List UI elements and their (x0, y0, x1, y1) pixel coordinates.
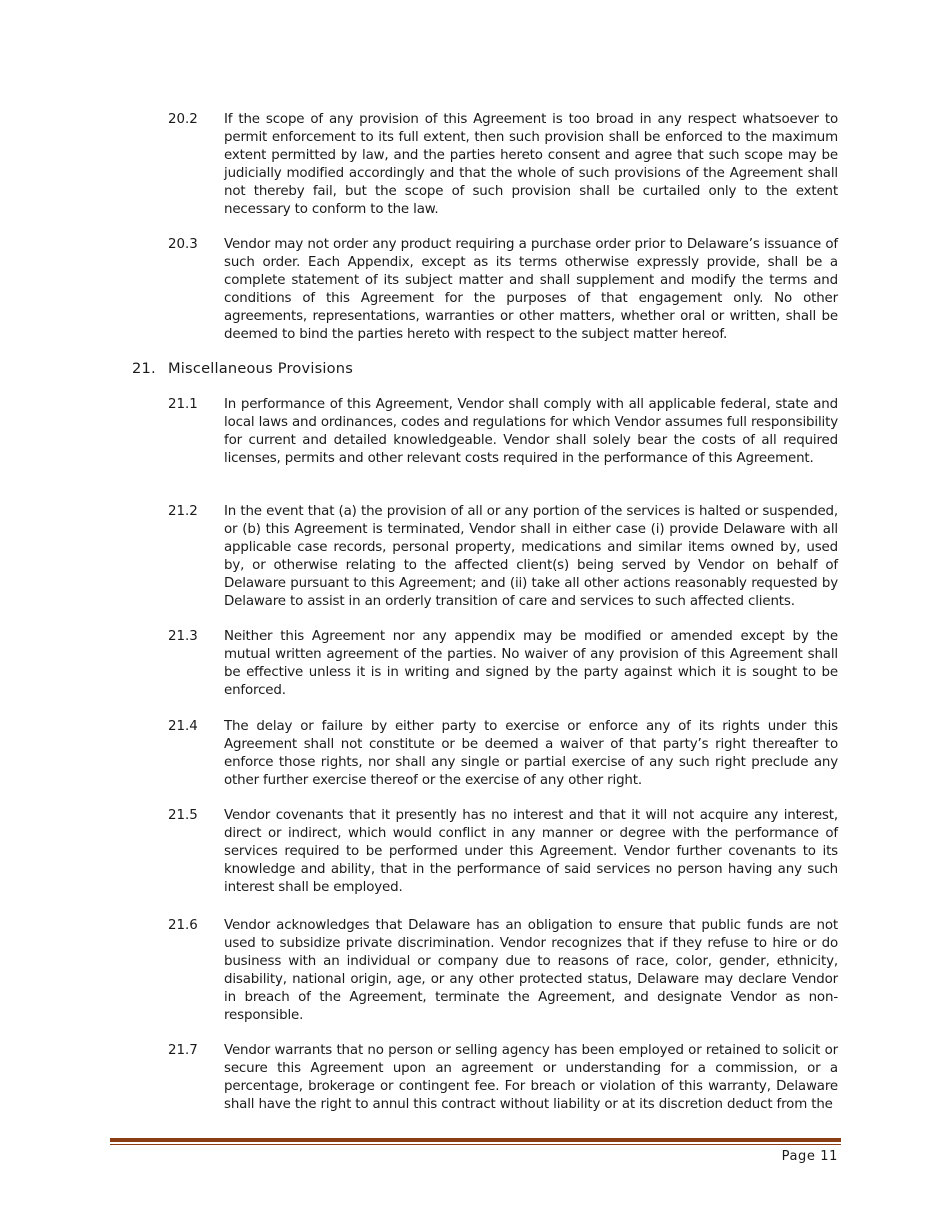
section-title: Miscellaneous Provisions (168, 360, 354, 377)
clause-21-6 (168, 917, 838, 1024)
clause-21-3 (168, 628, 838, 700)
clause-text: In the event that (a) the provision of all or any portion of the services is halted or suspended, or (b) this Agreement is terminated, Vendor shall in either case (i) provide Delaware with all applicable case records, personal property, medications and similar items owned by, used by, or otherwise relating to the affected client(s) being served by Vendor on behalf of Delaware pursuant to this Agreement; and (ii) take all other actions reasonably requested by Delaware to assist in an orderly transition of care and services to such affected clients. (224, 504, 838, 609)
clause-number: 21.1 (168, 397, 198, 412)
clause-number: 21.4 (168, 719, 198, 734)
clause-20-3 (168, 236, 838, 343)
clause-text: Vendor acknowledges that Delaware has an obligation to ensure that public funds are not used to subsidize private discrimination. Vendor recognizes that if they refuse to hire or do business with an individual or company due to reasons of race, color, gender, ethnicity, disability, national origin, age, or any other protected status, Delaware may declare Vendor in breach of the Agreement, terminate the Agreement, and designate Vendor as non-responsible. (224, 918, 838, 1023)
clause-text: Neither this Agreement nor any appendix may be modified or amended except by the mutual written agreement of the parties. No waiver of any provision of this Agreement shall be effective unless it is in writing and signed by the party against which it is sought to be enforced. (224, 629, 838, 698)
clause-number: 20.3 (168, 237, 198, 252)
clause-text: Vendor covenants that it presently has no interest and that it will not acquire any interest, direct or indirect, which would conflict in any manner or degree with the performance of services required to be performed under this Agreement. Vendor further covenants to its knowledge and ability, that in the performance of said services no person having any such interest shall be employed. (224, 808, 838, 895)
clause-21-7 (168, 1042, 838, 1114)
section-number: 21. (132, 360, 156, 377)
footer-rule (110, 1138, 841, 1142)
clause-number: 21.5 (168, 808, 198, 823)
clause-21-2 (168, 503, 838, 610)
clause-number: 21.3 (168, 629, 198, 644)
section-heading-21 (132, 360, 353, 378)
clause-number: 20.2 (168, 112, 198, 127)
clause-number: 21.2 (168, 504, 198, 519)
clause-20-2 (168, 111, 838, 218)
clause-text: The delay or failure by either party to exercise or enforce any of its rights under this Agreement shall not constitute or be deemed a waiver of that party’s right thereafter to enforce those rights, nor shall any single or partial exercise of any such right preclude any other further exercise thereof or the exercise of any other right. (224, 719, 838, 788)
clause-number: 21.7 (168, 1043, 198, 1058)
page-number: Page 11 (781, 1149, 838, 1164)
clause-text: Vendor may not order any product requiring a purchase order prior to Delaware’s issuance of such order. Each Appendix, except as its terms otherwise expressly provide, shall be a complete statement of its subject matter and shall supplement and modify the terms and conditions of this Agreement for the purposes of that engagement only. No other agreements, representations, warranties or other matters, whether oral or written, shall be deemed to bind the parties hereto with respect to the subject matter hereof. (224, 237, 838, 342)
footer-rule-thin (110, 1144, 841, 1145)
clause-text: If the scope of any provision of this Agreement is too broad in any respect whatsoever to permit enforcement to its full extent, then such provision shall be enforced to the maximum extent permitted by law, and the parties hereto consent and agree that such scope may be judicially modified accordingly and that the whole of such provisions of the Agreement shall not thereby fail, but the scope of such provision shall be curtailed only to the extent necessary to conform to the law. (224, 112, 838, 217)
clause-21-5 (168, 807, 838, 897)
clause-text: Vendor warrants that no person or selling agency has been employed or retained to solicit or secure this Agreement upon an agreement or understanding for a commission, or a percentage, brokerage or contingent fee. For breach or violation of this warranty, Delaware shall have the right to annul this contract without liability or at its discretion deduct from the (224, 1043, 838, 1112)
clause-number: 21.6 (168, 918, 198, 933)
clause-21-4 (168, 718, 838, 790)
clause-text: In performance of this Agreement, Vendor shall comply with all applicable federal, state and local laws and ordinances, codes and regulations for which Vendor assumes full responsibility for current and detailed knowledgeable. Vendor shall solely bear the costs of all required licenses, permits and other relevant costs required in the performance of this Agreement. (224, 397, 838, 466)
clause-21-1 (168, 396, 838, 468)
